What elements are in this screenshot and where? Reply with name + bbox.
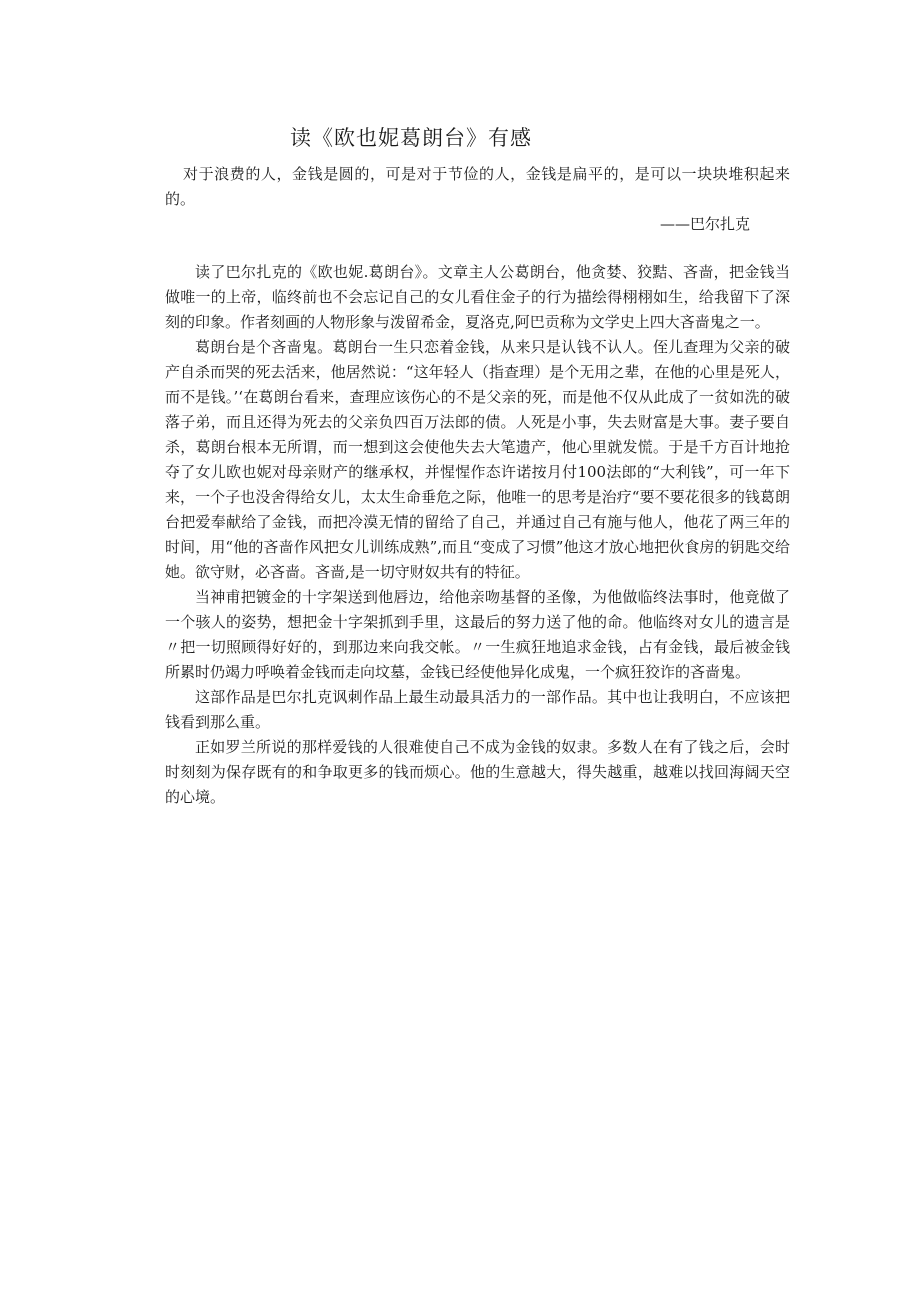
epigraph-quote: 对于浪费的人，金钱是圆的，可是对于节俭的人，金钱是扁平的，是可以一块块堆积起来的。: [165, 165, 790, 208]
paragraph-3: 当神甫把镀金的十字架送到他唇边，给他亲吻基督的圣像，为他做临终法事时，他竟做了一个骇人的姿势，想把金十字架抓到手里，这最后的努力送了他的命。他临终对女儿的遗言是〃把一切照顾得好好的，到那边来向我交帐。〃一生疯狂地追求金钱，占有金钱，最后被金钱所累时仍竭力呼唤着金钱而走向坟墓，金钱已经使他异化成鬼，一个疯狂狡诈的吝啬鬼。: [165, 588, 790, 681]
paragraph-2: 葛朗台是个吝啬鬼。葛朗台一生只恋着金钱，从来只是认钱不认人。侄儿查理为父亲的破产自杀而哭的死去活来，他居然说：“这年轻人（指查理）是个无用之辈，在他的心里是死人，而不是钱。’‘在葛朗台看来，查理应该伤心的不是父亲的死，而是他不仅从此成了一贫如洗的破落子弟，而且还得为死去的父亲负四百万法郎的债。人死是小事，失去财富是大事。妻子要自杀，葛朗台根本无所谓，而一想到这会使他失去大笔遗产，他心里就发慌。于是千方百计地抢夺了女儿欧也妮对母亲财产的继承权，并惺惺作态许诺按月付100法郎的“大利钱”，可一年下来，一个子也没舍得给女儿，太太生命垂危之际，他唯一的思考是治疗“要不要花很多的钱葛朗台把爱奉献给了金钱，而把冷漠无情的留给了自己，并通过自己有施与他人，他花了两三年的时间，用“他的吝啬作风把女儿训练成熟”,而且“变成了习惯”他这才放心地把伙食房的钥匙交给她。欲守财，必吝啬。吝啬,是一切守财奴共有的特征。: [165, 338, 790, 581]
essay-body: [165, 260, 790, 810]
paragraph-5: 正如罗兰所说的那样爱钱的人很难使自己不成为金钱的奴隶。多数人在有了钱之后，会时时刻刻为保存既有的和争取更多的钱而烦心。他的生意越大，得失越重，越难以找回海阔天空的心境。: [165, 738, 790, 806]
epigraph-attribution: ——巴尔扎克: [659, 215, 750, 233]
page-title: 读《欧也妮葛朗台》有感: [290, 126, 532, 150]
paragraph-4: 这部作品是巴尔扎克讽刺作品上最生动最具活力的一部作品。其中也让我明白，不应该把钱看到那么重。: [165, 688, 790, 731]
paragraph-1: 读了巴尔扎克的《欧也妮.葛朗台》。文章主人公葛朗台，他贪婪、狡黠、吝啬，把金钱当做唯一的上帝，临终前也不会忘记自己的女儿看住金子的行为描绘得栩栩如生，给我留下了深刻的印象。作者刻画的人物形象与泼留希金，夏洛克,阿巴贡称为文学史上四大吝啬鬼之一。: [165, 263, 790, 331]
